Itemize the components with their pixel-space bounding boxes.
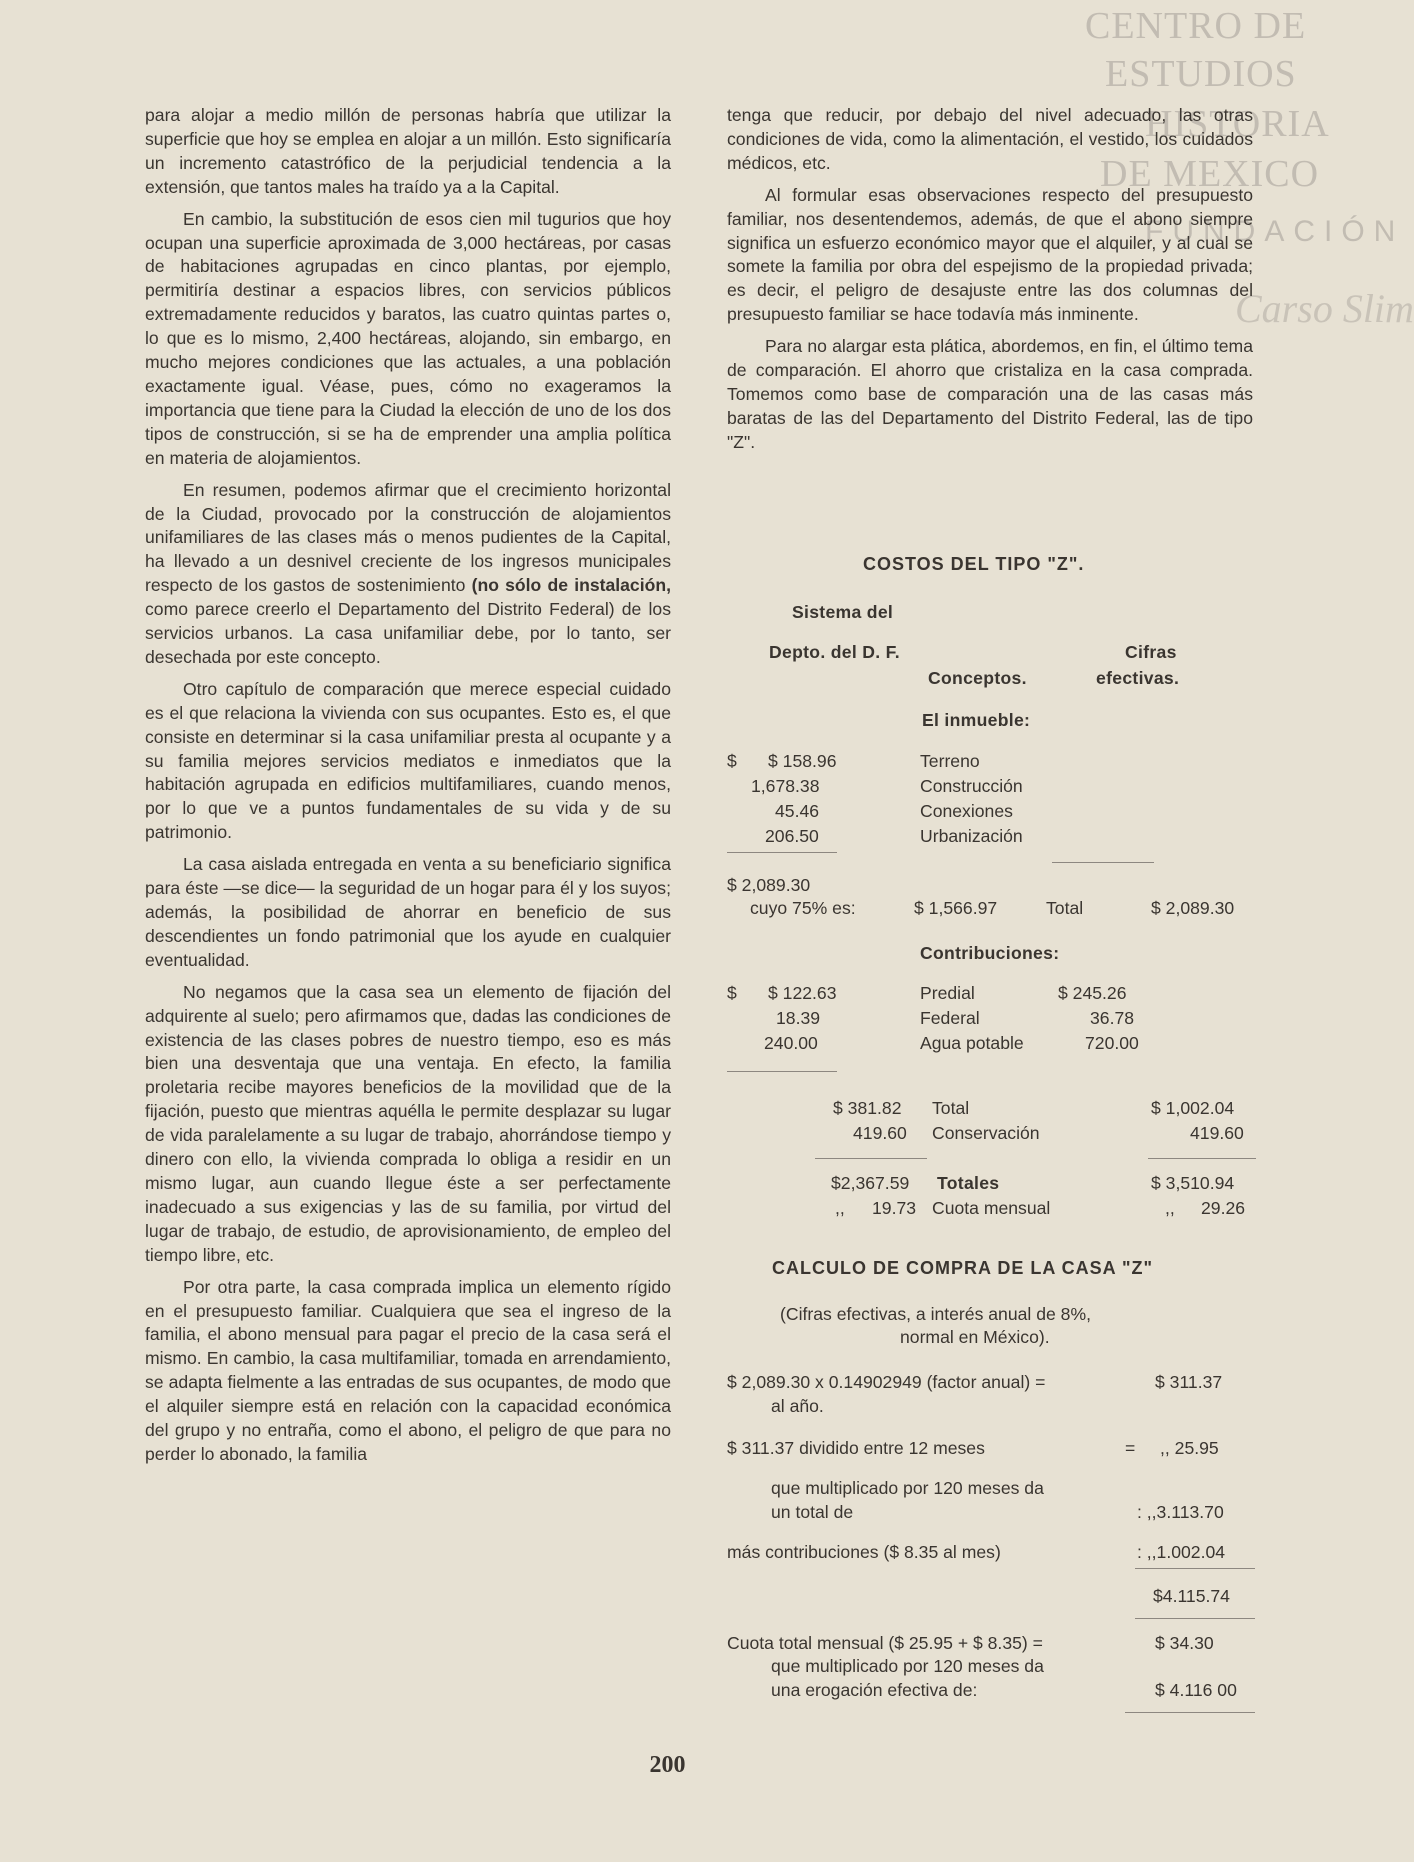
header-depto: Depto. del D. F. xyxy=(769,642,900,662)
effective: 720.00 xyxy=(1085,1033,1139,1053)
divider xyxy=(1052,862,1154,863)
watermark-line-1: CENTRO DE xyxy=(1085,5,1307,47)
amount-currency: $ xyxy=(727,983,737,1003)
concept: Urbanización xyxy=(920,826,1023,846)
amount: 206.50 xyxy=(765,826,819,846)
calc-row-1-value: $ 311.37 xyxy=(1155,1372,1223,1392)
calc-row-1: $ 2,089.30 x 0.14902949 (factor anual) = xyxy=(727,1372,1046,1392)
divider xyxy=(1135,1568,1255,1569)
divider xyxy=(1148,1158,1256,1159)
sum-total-amount: $ 381.82 xyxy=(833,1098,902,1118)
total-label: Total xyxy=(1046,898,1084,918)
paragraph: para alojar a medio millón de personas habría que utilizar la superficie que hoy se emplea en alojar a un millón. Esto significaría un incremento catastrófico de la perjudicial tendencia a la extensión, que tantos males ha traído ya a la Capital. xyxy=(145,105,671,197)
amount-currency: $ xyxy=(727,751,737,771)
calc-row-6: Cuota total mensual ($ 25.95 + $ 8.35) = xyxy=(727,1633,1043,1653)
concept: Predial xyxy=(920,983,975,1003)
section-contrib: Contribuciones: xyxy=(920,943,1060,963)
watermark-line-2: ESTUDIOS xyxy=(1105,53,1297,95)
calc-row-3-value: : ,,3.113.70 xyxy=(1137,1502,1224,1522)
effective: $ 245.26 xyxy=(1058,983,1127,1003)
emphasis-text: (no sólo de instalación, xyxy=(471,575,671,596)
conserv-amount: 419.60 xyxy=(853,1123,907,1143)
calc-row-3-line-1: que multiplicado por 120 meses da xyxy=(771,1478,1044,1498)
calc-row-7-value: $ 4.116 00 xyxy=(1155,1680,1237,1700)
header-sistema: Sistema del xyxy=(792,602,894,622)
calc-row-3-line-2: un total de xyxy=(771,1502,854,1522)
cuota-effective-prefix: ,, xyxy=(1165,1198,1175,1218)
amount: 18.39 xyxy=(776,1008,821,1028)
cuota-prefix: ,, xyxy=(835,1198,845,1218)
amount: 45.46 xyxy=(775,801,820,821)
calc-row-6-value: $ 34.30 xyxy=(1155,1633,1214,1653)
calc-row-7-line-1: que multiplicado por 120 meses da xyxy=(771,1656,1044,1676)
amount: 240.00 xyxy=(764,1033,818,1053)
paragraph: Para no alargar esta plática, abordemos, en fin, el último tema de comparación. El ahorro que cristaliza en la casa comprada. Tomemos como base de comparación una de las casas más baratas de las del Departamento del Distrito Federal, las de tipo "Z". xyxy=(727,336,1253,452)
cuyo-label: cuyo 75% es: xyxy=(750,898,856,918)
left-column xyxy=(145,104,671,1475)
calculo-title: CALCULO DE COMPRA DE LA CASA "Z" xyxy=(772,1258,1154,1278)
cuyo-value: $ 1,566.97 xyxy=(914,898,998,918)
concept: Construcción xyxy=(920,776,1023,796)
divider xyxy=(727,1071,837,1072)
header-cifras: Cifras xyxy=(1125,642,1177,662)
amount: $ 158.96 xyxy=(768,751,837,771)
amount: 1,678.38 xyxy=(751,776,820,796)
right-column xyxy=(727,104,1253,463)
calc-row-5-value: $4.115.74 xyxy=(1153,1586,1230,1606)
calc-row-1-cont: al año. xyxy=(771,1396,824,1416)
divider xyxy=(727,852,837,853)
cuota-amount: 19.73 xyxy=(872,1198,917,1218)
concept: Agua potable xyxy=(920,1033,1024,1053)
paragraph-text: En resumen, podemos afirmar que el crecimiento horizontal de la Ciudad, provocado por la construcción de alojamientos unifamiliares de las clases más o menos pudientes de la Capital, ha llevado a un desnivel creciente de los ingresos municipales respecto de los gastos de sostenimiento xyxy=(145,479,671,596)
paragraph: La casa aislada entregada en venta a su beneficiario significa para éste —se dice— la seguridad de un hogar para él y los suyos; además, la posibilidad de ahorrar en beneficio de sus descendientes un fondo patrimonial que los ayude en cualquier eventualidad. xyxy=(145,854,671,970)
calculo-subtitle-1: (Cifras efectivas, a interés anual de 8%, xyxy=(780,1304,1091,1324)
conserv-label: Conservación xyxy=(932,1123,1040,1143)
conserv-effective: 419.60 xyxy=(1190,1123,1244,1143)
concept: Conexiones xyxy=(920,801,1013,821)
watermark-line-3: HISTORIA xyxy=(1145,103,1330,145)
paragraph xyxy=(145,479,671,670)
paragraph-text: como parece creerlo el Departamento del Distrito Federal) de los servicios urbanos. La casa unifamiliar debe, por lo tanto, ser desechada por este concepto. xyxy=(145,599,671,667)
effective: 36.78 xyxy=(1090,1008,1135,1028)
calc-row-2: $ 311.37 dividido entre 12 meses xyxy=(727,1438,985,1458)
watermark-line-5: FUNDACIÓN xyxy=(1145,215,1405,248)
paragraph: Por otra parte, la casa comprada implica un elemento rígido en el presupuesto familiar. Cualquiera que sea el ingreso de la familia, el abono mensual para pagar el precio de la casa será el mismo. En cambio, la casa multifamiliar, tomada en arrendamiento, se adapta fielmente a las entradas de sus ocupantes, de modo que el alquiler siempre está en relación con la capacidad económica del grupo y no entraña, como el abono, el peligro de que para no perder lo abonado, la familia xyxy=(145,1276,671,1464)
concept: Federal xyxy=(920,1008,980,1028)
calc-row-4-value: : ,,1.002.04 xyxy=(1137,1542,1226,1562)
paragraph: En cambio, la substitución de esos cien mil tugurios que hoy ocupan una superficie aproximada de 3,000 hectáreas, por casas de habitaciones agrupadas en cinco plantas, por ejemplo, permitiría destinar a espacios libres, con servicios públicos extremadamente reducidos y baratos, las cuatro quintas partes o, lo que es lo mismo, 2,400 hectáreas, alojando, sin embargo, en mucho mejores condiciones que las actuales, a una población exactamente igual. Véase, pues, cómo no exageramos la importancia que tiene para la Ciudad la elección de uno de los dos tipos de construcción, si se ha de emprender una amplia política en materia de alojamientos. xyxy=(145,208,671,468)
calc-row-2-eq: = xyxy=(1125,1438,1136,1458)
divider xyxy=(815,1158,927,1159)
costos-title: COSTOS DEL TIPO "Z". xyxy=(863,554,1085,574)
section-inmueble: El inmueble: xyxy=(922,710,1031,730)
watermark-line-4: DE MEXICO xyxy=(1100,153,1320,195)
divider xyxy=(1135,1618,1255,1619)
divider xyxy=(1125,1712,1255,1713)
calc-row-4: más contribuciones ($ 8.35 al mes) xyxy=(727,1542,1001,1562)
sum-total-label: Total xyxy=(932,1098,970,1118)
amount: $ 122.63 xyxy=(768,983,837,1003)
paragraph: tenga que reducir, por debajo del nivel adecuado, las otras condiciones de vida, como la alimentación, el vestido, los cuidados médicos, etc. xyxy=(727,105,1253,173)
cuota-effective: 29.26 xyxy=(1201,1198,1246,1218)
cuota-label: Cuota mensual xyxy=(932,1198,1051,1218)
subtotal-amount: $ 2,089.30 xyxy=(727,875,811,895)
paragraph: No negamos que la casa sea un elemento de fijación del adquirente al suelo; pero afirmamos que, dadas las condiciones de existencia de las clases pobres de nuestro tiempo, eso es más bien una desventaja que una ventaja. En efecto, la familia proletaria recibe mayores beneficios de la movilidad que de la fijación, puesto que mientras aquélla le permite desplazar su lugar de vida paralelamente a su lugar de trabajo, ahorrándose tiempo y dinero con ello, la vivienda comprada lo obliga a residir en un mismo lugar, aun cuando llegue éste a ser perfectamente inadecuado a sus exigencias y las de su familia, por virtud del lugar de trabajo, de estudio, de aprovisionamiento, de empleo del tiempo libre, etc. xyxy=(145,981,671,1265)
calc-row-2-value: ,, 25.95 xyxy=(1160,1438,1219,1458)
sum-total-effective: $ 1,002.04 xyxy=(1151,1098,1235,1118)
paragraph: Otro capítulo de comparación que merece especial cuidado es el que relaciona la vivienda con sus ocupantes. Esto es, el que consiste en determinar si la casa unifamiliar presta al ocupante y a su familia mejores servicios mediatos e inmediatos que la habitación agrupada en edificios multifamiliares, cuando menos, por lo que ve a puntos fundamentales de su vida y de su patrimonio. xyxy=(145,678,671,843)
concept: Terreno xyxy=(920,751,980,771)
watermark-signature: Carso Slim xyxy=(1235,286,1414,331)
paragraph: Al formular esas observaciones respecto del presupuesto familiar, nos desentendemos, además, de que el abono siempre significa un esfuerzo económico mayor que el alquiler, y al cual se somete la familia por obra del espejismo de la propiedad privada; es decir, el peligro de desajuste entre las dos columnas del presupuesto familiar se hace todavía más inminente. xyxy=(727,184,1253,325)
totales-effective: $ 3,510.94 xyxy=(1151,1173,1235,1193)
header-efectivas: efectivas. xyxy=(1096,668,1180,688)
total-value: $ 2,089.30 xyxy=(1151,898,1235,918)
calculo-subtitle-2: normal en México). xyxy=(900,1327,1050,1347)
calc-row-7-line-2: una erogación efectiva de: xyxy=(771,1680,978,1700)
header-conceptos: Conceptos. xyxy=(928,668,1027,688)
totales-label: Totales xyxy=(937,1173,1000,1193)
page-number: 200 xyxy=(649,1752,686,1778)
totales-amount: $2,367.59 xyxy=(831,1173,910,1193)
